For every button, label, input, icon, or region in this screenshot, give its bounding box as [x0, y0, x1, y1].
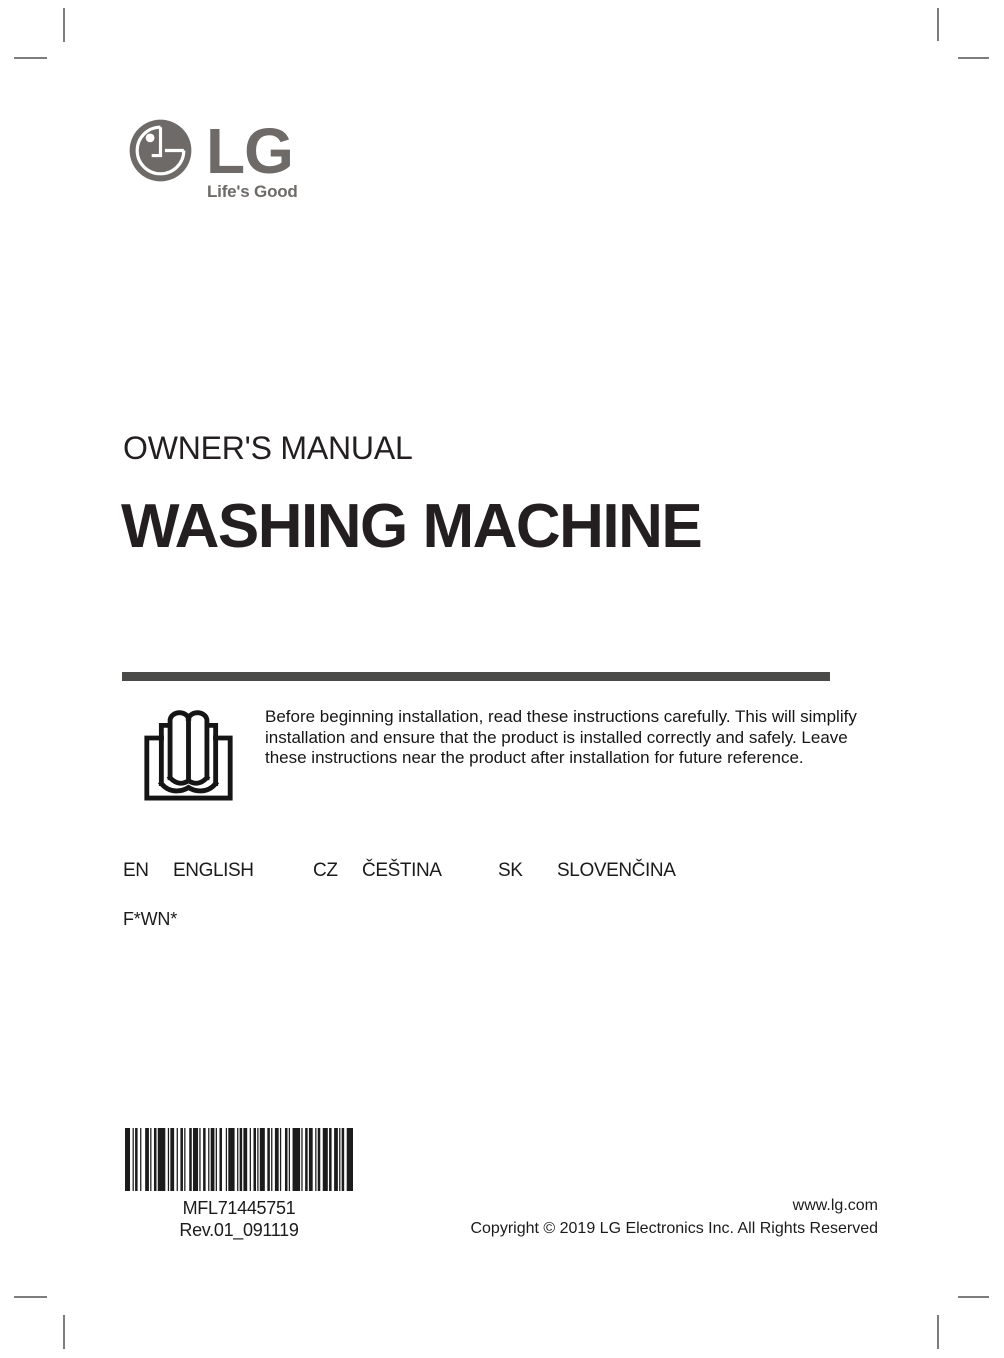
language-name-slovencina: SLOVENČINA [557, 860, 676, 881]
open-book-icon [138, 706, 239, 801]
language-code-cz: CZ [313, 860, 338, 881]
crop-mark [14, 57, 47, 59]
model-code: F*WN* [123, 909, 177, 929]
manual-type-title: OWNER'S MANUAL [123, 430, 413, 466]
crop-mark [14, 1296, 47, 1298]
crop-mark [937, 8, 939, 41]
product-title: WASHING MACHINE [121, 492, 702, 561]
barcode-part-number: MFL71445751 [182, 1198, 296, 1218]
lg-wordmark: LG [206, 115, 293, 187]
crop-mark [63, 8, 65, 42]
barcode-block [125, 1128, 353, 1241]
lg-symbol-icon [129, 119, 192, 182]
language-name-english: ENGLISH [173, 860, 254, 881]
language-code-sk: SK [498, 860, 523, 881]
barcode-image [125, 1128, 353, 1191]
language-name-cestina: ČEŠTINA [362, 860, 442, 881]
divider-rule [122, 672, 830, 681]
crop-mark [958, 57, 989, 59]
copyright-text: Copyright © 2019 LG Electronics Inc. All Rights Reserved [470, 1220, 878, 1237]
crop-mark [937, 1315, 939, 1349]
language-code-en: EN [123, 860, 149, 881]
crop-mark [958, 1296, 989, 1298]
lg-tagline: Life's Good [207, 182, 298, 201]
notice-text: Before beginning installation, read these instructions carefully. This will simplify installation and ensure that the product is installed correctly and safely. Leave these instructions near the product after installation for future reference. [265, 707, 857, 768]
crop-mark [63, 1315, 65, 1349]
language-list [0, 860, 1004, 884]
barcode-revision: Rev.01_091119 [179, 1220, 299, 1240]
website-url: www.lg.com [792, 1197, 878, 1214]
